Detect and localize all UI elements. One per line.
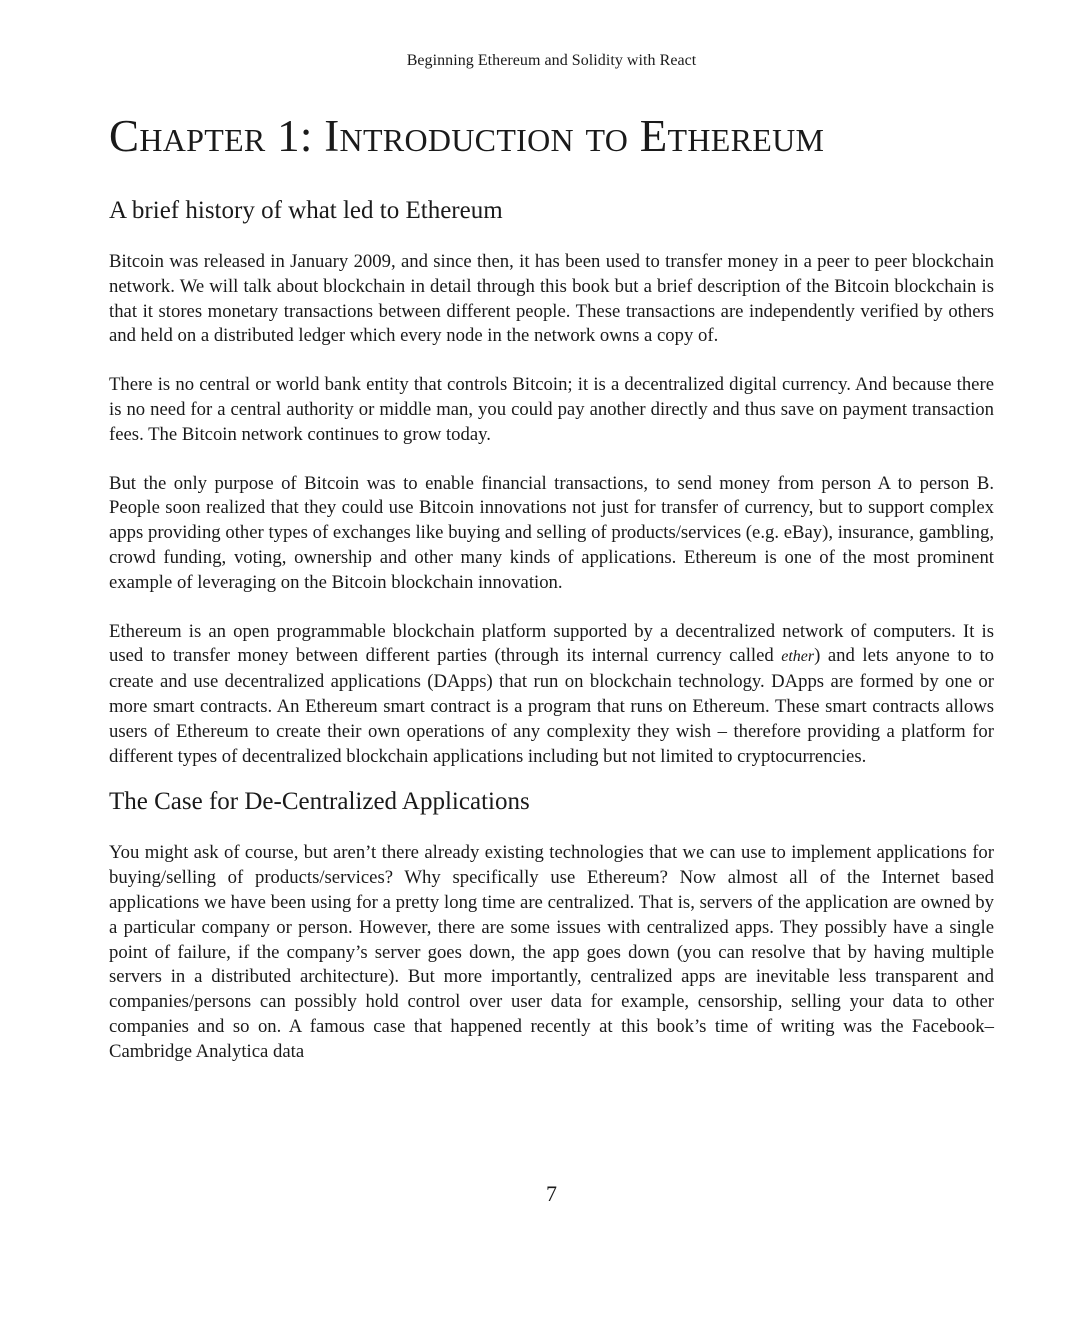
running-header: Beginning Ethereum and Solidity with React (406, 52, 697, 69)
emphasis-ether: ether (781, 648, 815, 666)
paragraph-no-central-bank: There is no central or world bank entity that controls Bitcoin; it is a decentralized digital currency. And because there is no need for a central authority or middle man, you could pay another directly and thus save on payment transaction fees. The Bitcoin network continues to grow today. (109, 374, 994, 445)
page-body (109, 194, 994, 1065)
chapter-title: Chapter 1: Introduction to Ethereum (109, 111, 825, 161)
paragraph-purpose-of-bitcoin: But the only purpose of Bitcoin was to enable financial transactions, to send money from person A to person B. People soon realized that they could use Bitcoin innovations not just for transfer of currency, but to support complex apps providing other types of exchanges like buying and selling of products/services (e.g. eBay), insurance, gambling, crowd funding, voting, ownership and other many kinds of applications. Ethereum is one of the most prominent example of leveraging on the Bitcoin blockchain innovation. (109, 472, 994, 593)
section-heading-decentralized-apps: The Case for De-Centralized Applications (109, 788, 530, 816)
paragraph-text: ) and lets anyone to to create and use decentralized applications (DApps) that run on blockchain technology. DApps are formed by one or more smart contracts. An Ethereum smart contract is a program that runs on Ethereum. These smart contracts allows users of Ethereum to create their own operations of any complexity they wish – therefore providing a platform for different types of decentralized blockchain applications including but not limited to cryptocurrencies. (109, 645, 994, 767)
paragraph-bitcoin-release: Bitcoin was released in January 2009, and since then, it has been used to transfer money in a peer to peer blockchain network. We will talk about blockchain in detail through this book but a brief description of the Bitcoin blockchain is that it stores monetary transactions between different people. These transactions are independently verified by others and held on a distributed ledger which every node in the network owns a copy of. (109, 251, 994, 347)
paragraph-ethereum-platform (109, 620, 994, 770)
paragraph-text: Ethereum is an open programmable blockchain platform supported by a decentralized network of computers. It is used to transfer money between different parties (through its internal currency called (109, 620, 994, 667)
paragraph-centralized-apps: You might ask of course, but aren’t there already existing technologies that we can use to implement applications for buying/selling of products/services? Why specifically use Ethereum? Now almost all of the Internet based applications we have been using for a pretty long time are centralized. That is, servers of the application are owned by a particular company or person. However, there are some issues with centralized apps. They possibly have a single point of failure, if the company’s server goes down, the app goes down (you can resolve that by having multiple servers in a distributed architecture). But more importantly, centralized apps are inevitable less transparent and companies/persons can possibly hold control over user data for example, censorship, selling your data to other companies and so on. A famous case that happened recently at this book’s time of writing was the Facebook–Cambridge Analytica data (109, 842, 994, 1062)
section-heading-brief-history: A brief history of what led to Ethereum (109, 197, 503, 224)
page-number: 7 (546, 1181, 557, 1206)
